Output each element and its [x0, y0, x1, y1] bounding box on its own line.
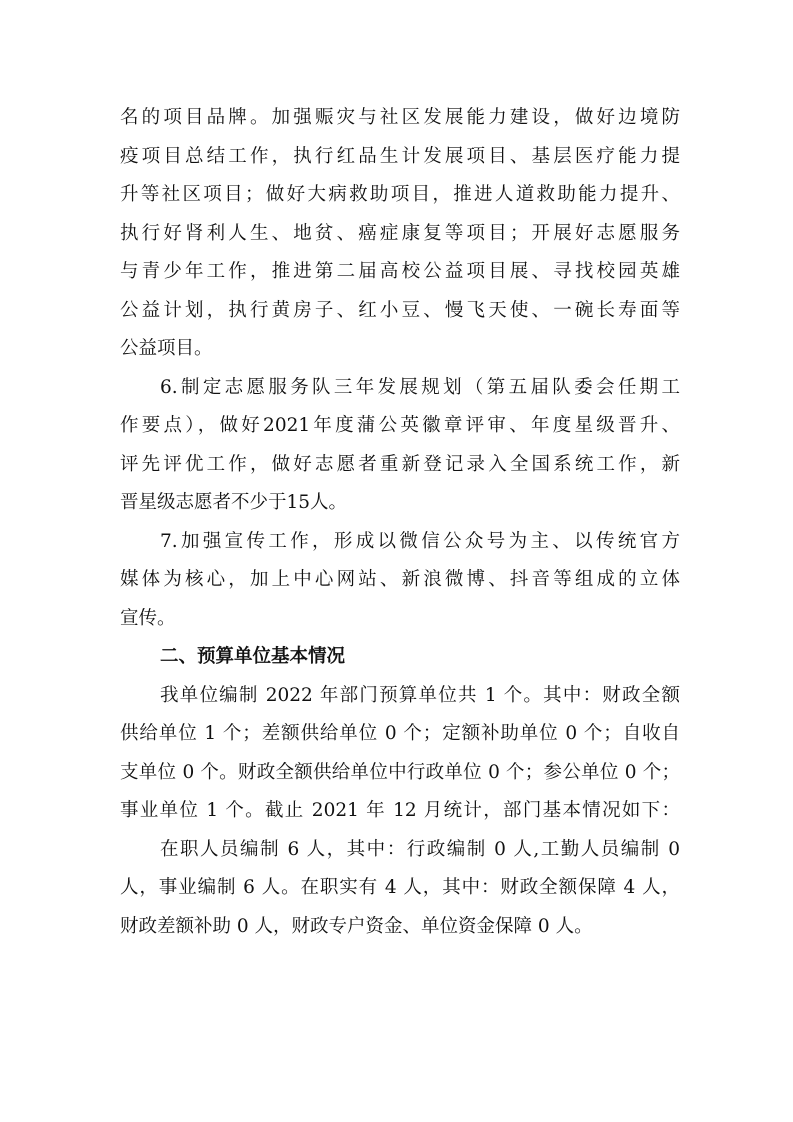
text-line: 名的项目品牌。加强赈灾与社区发展能力建设，做好边境防 — [120, 107, 680, 128]
text-line: 与青少年工作，推进第二届高校公益项目展、寻找校园英雄 — [120, 261, 680, 282]
text-line: 供给单位 1 个；差额供给单位 0 个；定额补助单位 0 个；自收自 — [120, 723, 680, 744]
text-line: 作要点），做好2021年度蒲公英徽章评审、年度星级晋升、 — [120, 415, 680, 436]
paragraph-projects — [120, 99, 680, 369]
text-line: 疫项目总结工作，执行红品生计发展项目、基层医疗能力提 — [120, 145, 680, 167]
text-line: 在职人员编制 6 人，其中：行政编制 0 人,工勤人员编制 0 — [160, 838, 680, 860]
text-line: 财政差额补助 0 人，财政专户资金、单位资金保障 0 人。 — [120, 915, 593, 937]
text-line: 评先评优工作，做好志愿者重新登记录入全国系统工作，新 — [120, 453, 680, 475]
text-line: 我单位编制 2022 年部门预算单位共 1 个。其中：财政全额 — [160, 684, 680, 706]
text-line: 执行好肾利人生、地贫、癌症康复等项目；开展好志愿服务 — [120, 222, 680, 244]
text-line: 宣传。 — [120, 607, 176, 629]
text-line: 6.制定志愿服务队三年发展规划（第五届队委会任期工 — [160, 376, 680, 398]
text-line: 7.加强宣传工作，形成以微信公众号为主、以传统官方 — [160, 530, 680, 552]
document-body — [120, 99, 680, 946]
text-line: 晋星级志愿者不少于15人。 — [120, 492, 348, 513]
text-line: 人，事业编制 6 人。在职实有 4 人，其中：财政全额保障 4 人， — [120, 877, 680, 898]
section-heading: 二、预算单位基本情况 — [160, 646, 346, 667]
paragraph-item-7 — [120, 523, 680, 639]
text-line: 媒体为核心，加上中心网站、新浪微博、抖音等组成的立体 — [120, 569, 680, 590]
text-line: 支单位 0 个。财政全额供给单位中行政单位 0 个；参公单位 0 个； — [120, 761, 680, 783]
paragraph-staffing — [120, 831, 680, 947]
text-line: 公益项目。 — [120, 338, 213, 359]
text-line: 升等社区项目；做好大病救助项目，推进人道救助能力提升、 — [120, 184, 680, 205]
text-line: 事业单位 1 个。截止 2021 年 12 月统计，部门基本情况如下： — [120, 800, 680, 821]
paragraph-item-6 — [120, 369, 680, 523]
text-line: 公益计划，执行黄房子、红小豆、慢飞天使、一碗长寿面等 — [120, 299, 680, 321]
paragraph-budget-units — [120, 677, 680, 831]
